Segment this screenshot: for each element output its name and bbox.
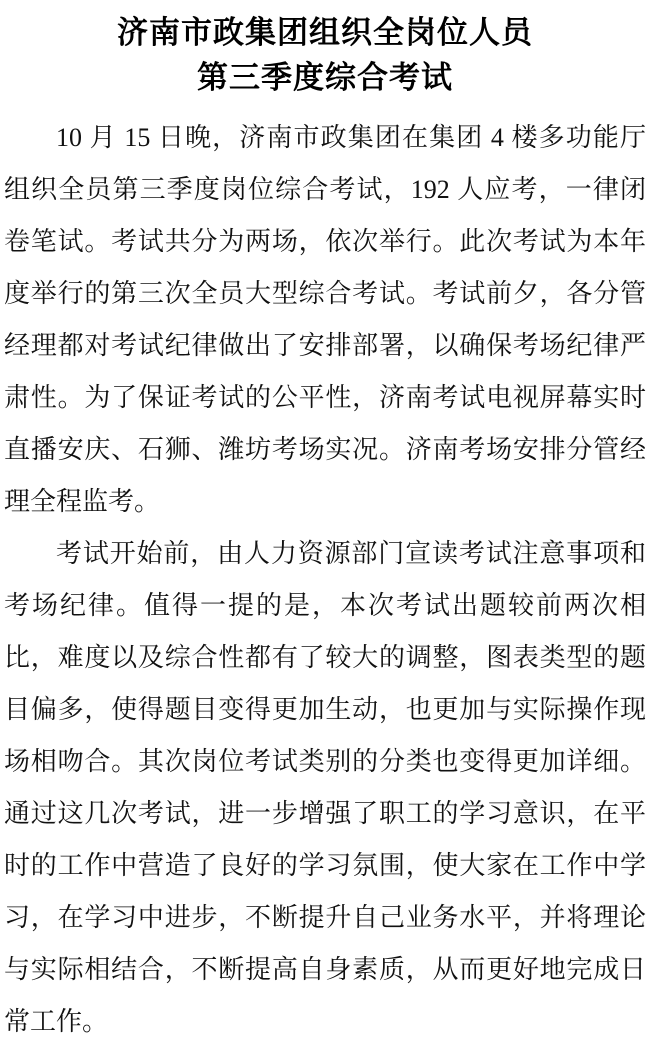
document-title-line-1: 济南市政集团组织全岗位人员 — [117, 15, 533, 50]
document-title-line-2: 第三季度综合考试 — [197, 60, 453, 95]
paragraph-exam-details: 考试开始前，由人力资源部门宣读考试注意事项和考场纪律。值得一提的是，本次考试出题较前两次相比，难度以及综合性都有了较大的调整，图表类型的题目偏多，使得题目变得更加生动，也更加与实际操作现场相吻合。其次岗位考试类别的分类也变得更加详细。通过这几次考试，进一步增强了职工的学习意识，在平时的工作中营造了良好的学习氛围，使大家在工作中学习，在学习中进步，不断提升自己业务水平，并将理论与实际相结合，不断提高自身素质，从而更好地完成日常工作。 — [4, 539, 646, 1036]
paragraph-exam-overview: 10 月 15 日晚，济南市政集团在集团 4 楼多功能厅组织全员第三季度岗位综合考试，192 人应考，一律闭卷笔试。考试共分为两场，依次举行。此次考试为本年度举行的第三次全员大型综合考试。考试前夕，各分管经理都对考试纪律做出了安排部署，以确保考场纪律严肃性。为了保证考试的公平性，济南考试电视屏幕实时直播安庆、石狮、潍坊考场实况。济南考场安排分管经理全程监考。 — [4, 123, 646, 516]
document-body — [4, 112, 646, 1048]
document-title — [4, 10, 646, 100]
